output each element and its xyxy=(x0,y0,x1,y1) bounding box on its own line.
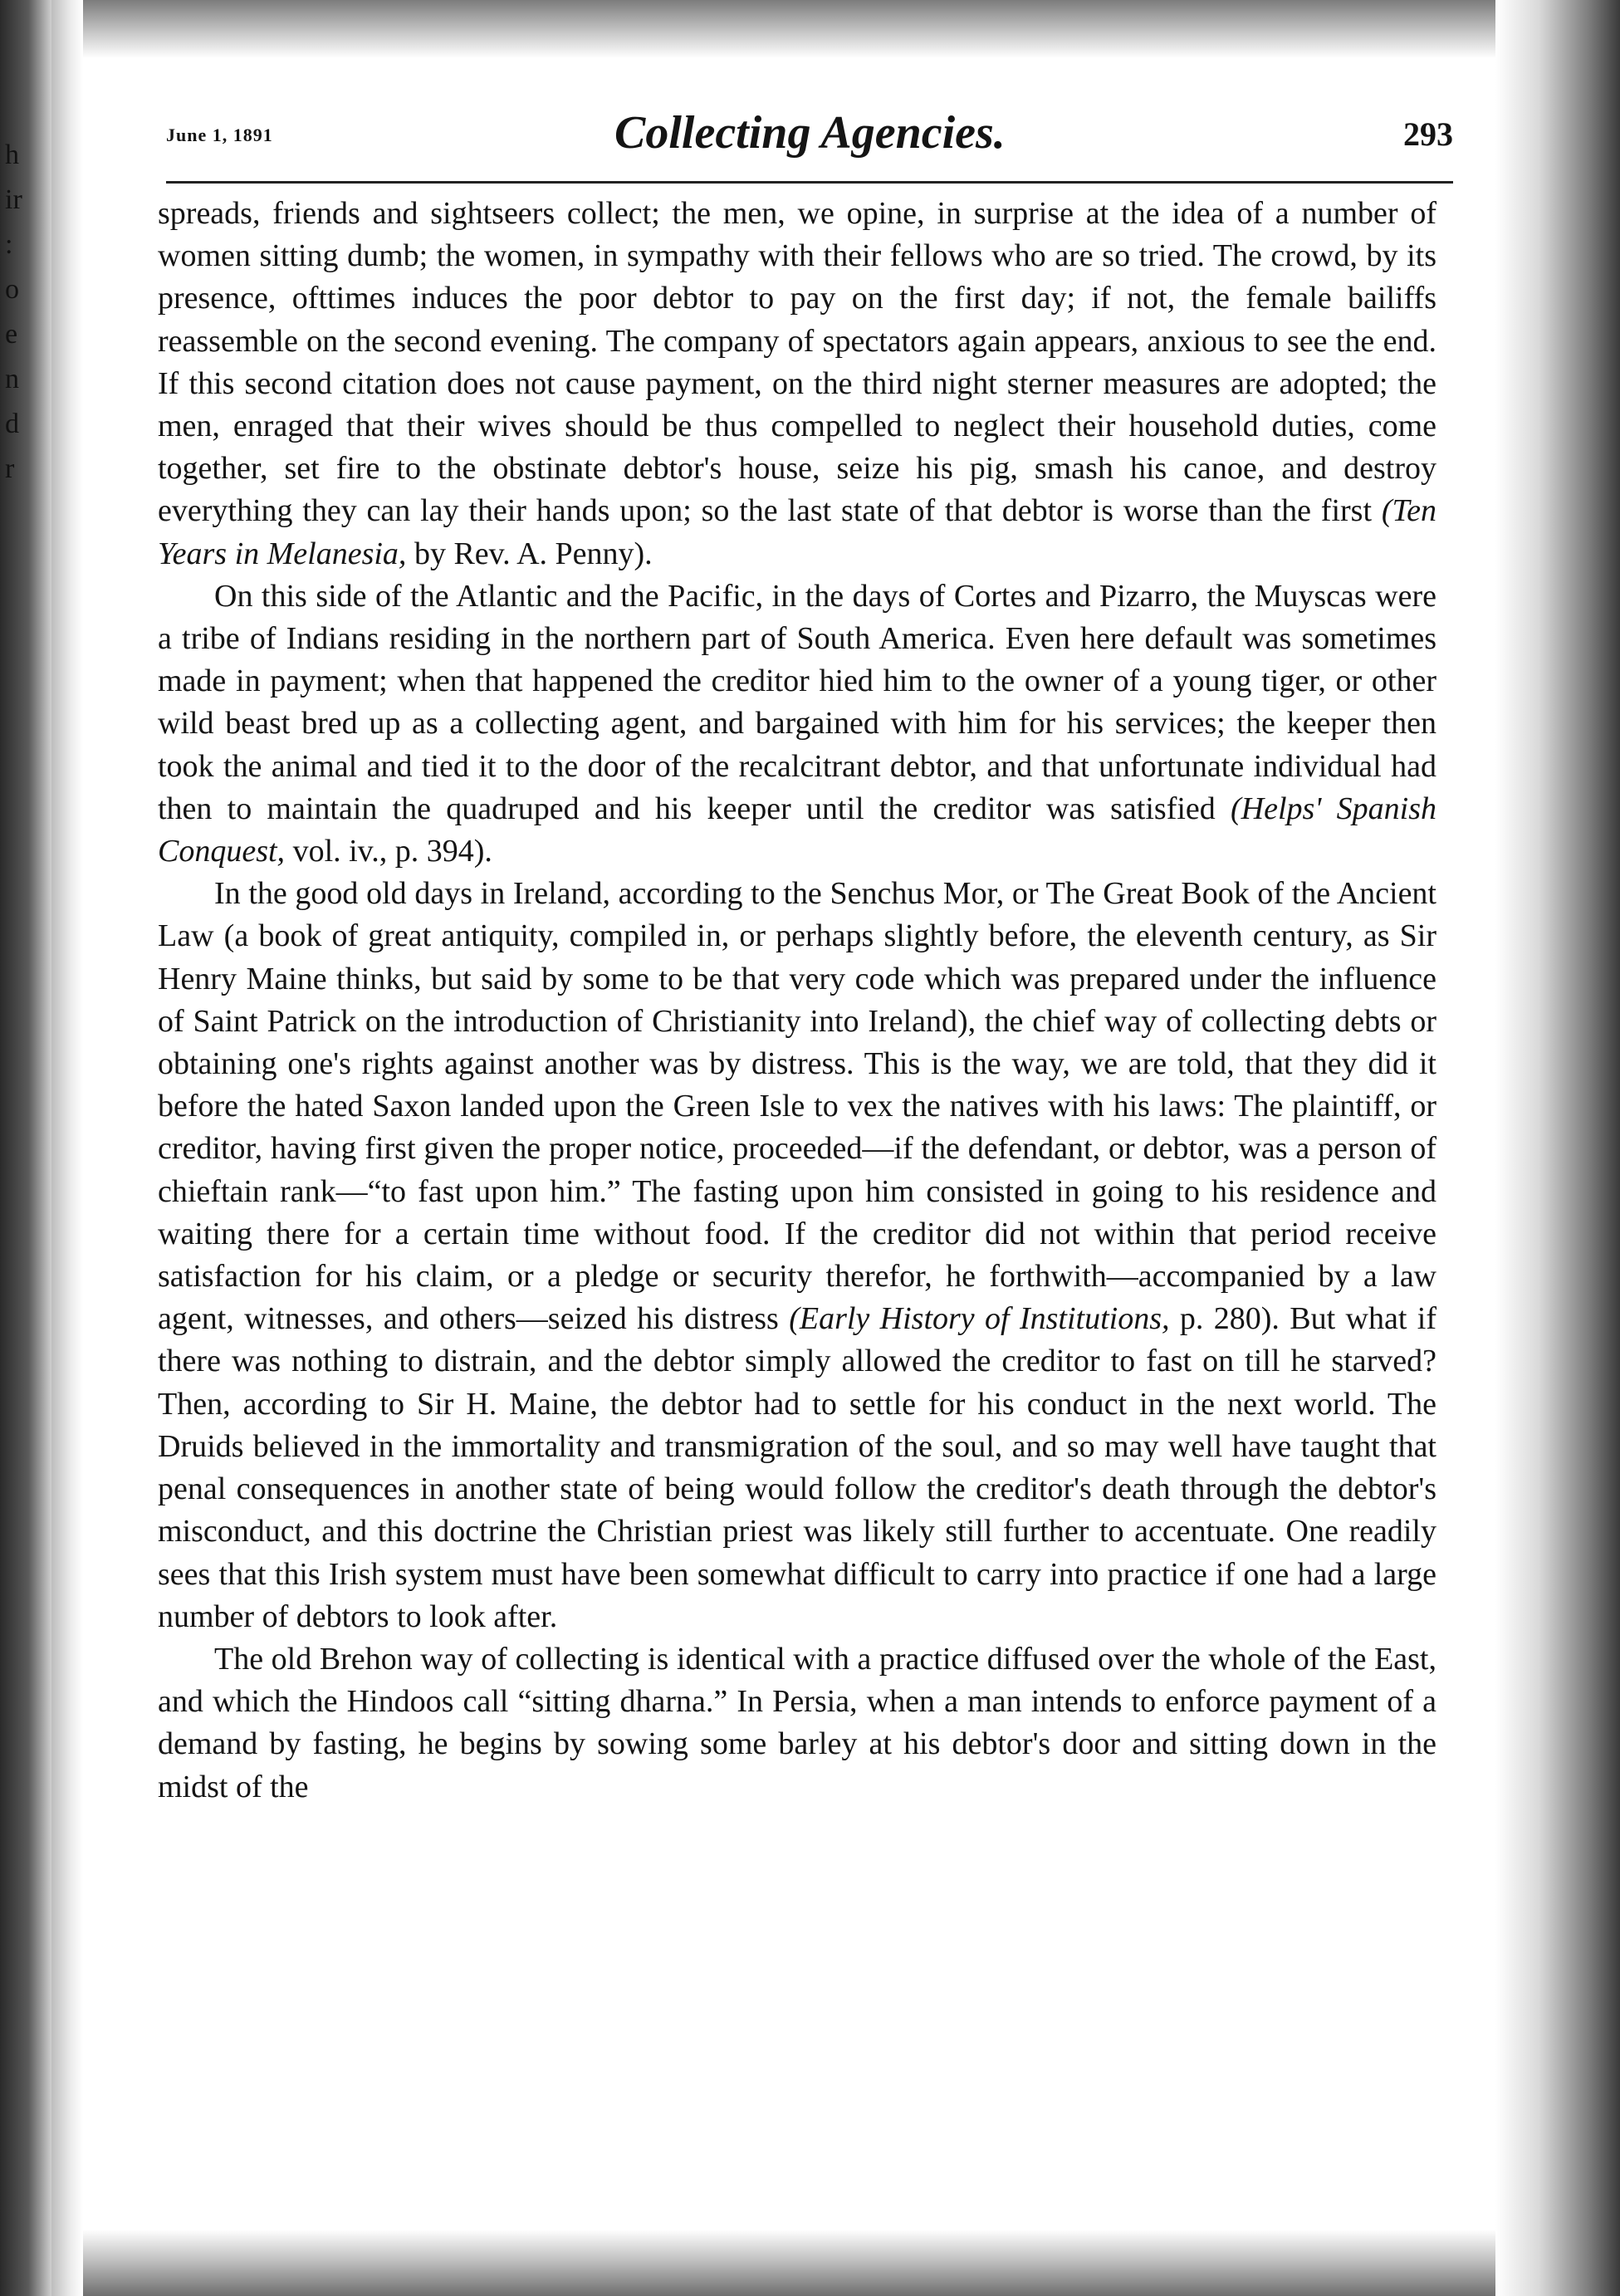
paragraph-text: spreads, friends and sightseers collect; the men, we opine, in surprise at the idea of a number of women sitting dumb; the women, in sympathy with their fellows who are so tried. The crowd, by its presence, ofttimes induces the poor debtor to pay on the first day; if not, the female bailiffs reassemble on the second evening. The company of spectators again appears, anxious to see the end. If this second citation does not cause payment, on the third night sterner measures are adopted; the men, enraged that their wives should be thus compelled to neglect their household duties, come together, set fire to the obstinate debtor's house, seize his pig, smash his canoe, and destroy everything they can lay their hands upon; so the last state of that debtor is worse than the first xyxy=(158,196,1436,529)
bleed-letter: o xyxy=(5,274,19,305)
page-number: 293 xyxy=(1403,115,1453,153)
bleed-letter: e xyxy=(5,319,18,350)
bleed-letter: : xyxy=(5,229,13,260)
paragraph-text: On this side of the Atlantic and the Pacific, in the days of Cortes and Pizarro, the Muyscas were a tribe of Indians residing in the northern part of South America. Even here default was sometimes made in payment; when that happened the creditor hied him to the owner of a young tiger, or other wild beast bred up as a collecting agent, and bargained with him for his services; the keeper then took the animal and tied it to the door of the recalcitrant debtor, and that unfortunate individual had then to maintain the quadruped and his keeper until the creditor was satisfied xyxy=(158,578,1436,826)
bleed-letter: r xyxy=(5,453,15,484)
running-head xyxy=(166,106,1453,173)
article-body xyxy=(158,193,1436,1809)
citation-title: (Helps' Spanish Conquest, xyxy=(158,791,1436,869)
paragraph xyxy=(158,1638,1436,1809)
scan-edge-top xyxy=(83,0,1495,58)
citation-title: (Ten Years in Melanesia, xyxy=(158,493,1436,571)
scan-edge-right xyxy=(1495,0,1620,2296)
bleed-letter: n xyxy=(5,364,19,394)
paragraph xyxy=(158,193,1436,575)
paragraph-text: The old Brehon way of collecting is identical with a practice diffused over the whole of the East, and which the Hindoos call “sitting dharna.” In Persia, when a man intends to enforce payment of a demand by fasting, he begins by sowing some barley at his debtor's door and sitting down in the midst of the xyxy=(158,1641,1436,1804)
running-title: Collecting Agencies. xyxy=(614,107,1006,159)
scan-gutter-shadow xyxy=(51,0,83,2296)
issue-date: June 1, 1891 xyxy=(166,125,273,145)
paragraph-text: In the good old days in Ireland, according to the Senchus Mor, or The Great Book of the Ancient Law (a book of great antiquity, compiled in, or perhaps slightly before, the eleventh century, as Sir Henry Maine thinks, but said by some to be that very code which was prepared under the influence of Saint Patrick on the introduction of Christianity into Ireland), the chief way of collecting debts or obtaining one's rights against another was by distress. This is the way, we are told, that they did it before the hated Saxon landed upon the Green Isle to vex the natives with his laws: The plaintiff, or creditor, having first given the proper notice, proceeded—if the defendant, or debtor, was a person of chieftain rank—“to fast upon him.” The fasting upon him consisted in going to his residence and waiting there for a certain time without food. If the creditor did not within that period receive satisfaction for his claim, or a pledge or security therefor, he forthwith—accompanied by a law agent, witnesses, and others—seized his distress xyxy=(158,876,1436,1337)
paragraph-text: by Rev. A. Penny). xyxy=(406,536,653,571)
bleed-letter: d xyxy=(5,409,19,439)
facing-page-bleed xyxy=(5,133,30,492)
bleed-letter: h xyxy=(5,140,19,170)
paragraph xyxy=(158,873,1436,1638)
paragraph-text: vol. iv., p. 394). xyxy=(285,834,492,869)
citation-title: (Early History of Institutions, xyxy=(789,1301,1170,1337)
header-rule xyxy=(166,181,1453,184)
paragraph xyxy=(158,575,1436,873)
paragraph-text: p. 280). But what if there was nothing to distrain, and the debtor simply allowed the creditor to fast on till he starved? Then, according to Sir H. Maine, the debtor had to settle for his conduct in the next world. The Druids believed in the immortality and transmigration of the soul, and so may well have taught that penal consequences in another state of being would follow the creditor's death through the debtor's misconduct, and this doctrine the Christian priest was likely still further to accentuate. One readily sees that this Irish system must have been somewhat difficult to carry into practice if one had a large number of debtors to look after. xyxy=(158,1301,1437,1634)
scan-edge-bottom xyxy=(83,2230,1495,2296)
bleed-letter: ir xyxy=(5,184,22,215)
